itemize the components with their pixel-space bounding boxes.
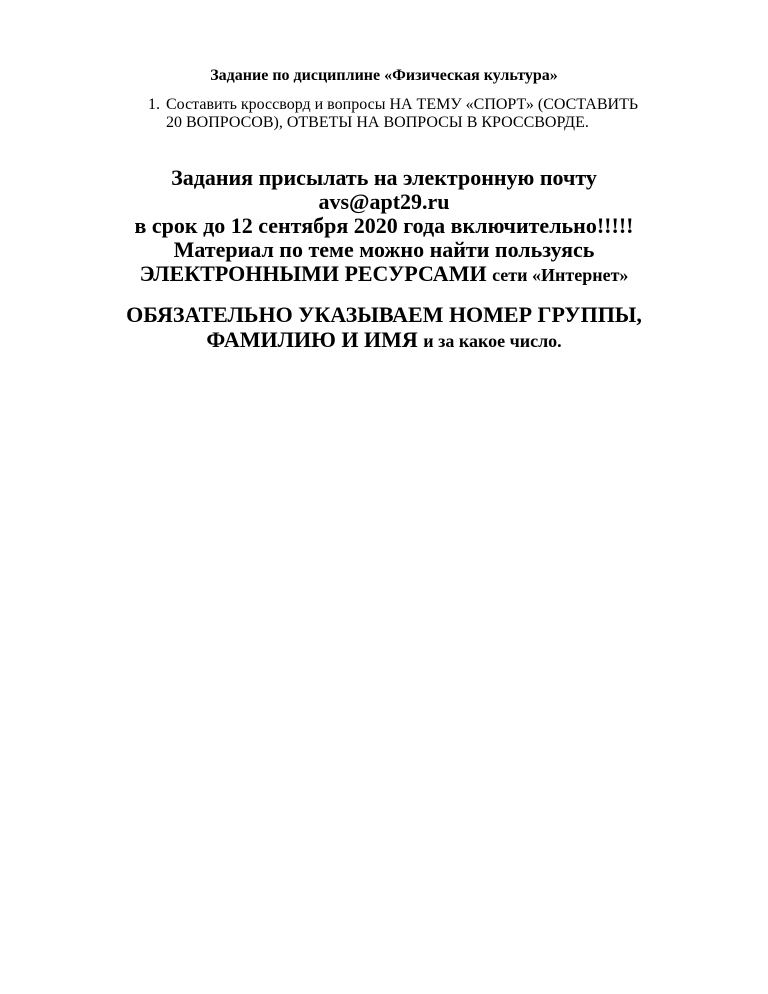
warning-line-1: ОБЯЗАТЕЛЬНО УКАЗЫВАЕМ НОМЕР ГРУППЫ,: [126, 302, 642, 327]
warning-line-2: [0, 327, 768, 354]
notice-deadline: в срок до 12 сентября 2020 года включительно!!!!!: [134, 213, 634, 238]
warning-line-2-main: ФАМИЛИЮ И ИМЯ: [206, 327, 418, 352]
task-item: [148, 96, 748, 132]
notice-material: Материал по теме можно найти пользуясь: [173, 237, 595, 262]
notice-email: avs@apt29.ru: [318, 189, 450, 214]
notice-resources: [0, 262, 768, 287]
task-list: [148, 96, 748, 132]
notice-resources-main: ЭЛЕКТРОННЫМИ РЕСУРСАМИ: [139, 261, 487, 286]
notice-line-submit: Задания присылать на электронную почту: [171, 165, 597, 190]
task-number: 1.: [148, 96, 160, 113]
task-text-line-2: 20 ВОПРОСОВ), ОТВЕТЫ НА ВОПРОСЫ В КРОССВОРДЕ.: [166, 114, 589, 131]
submission-notice: [0, 166, 768, 287]
mandatory-warning: [0, 302, 768, 354]
warning-line-2-small: и за какое число.: [423, 331, 562, 351]
document-heading: Задание по дисциплине «Физическая культура»: [210, 67, 558, 84]
task-text-line-1: Составить кроссворд и вопросы НА ТЕМУ «СПОРТ» (СОСТАВИТЬ: [166, 96, 639, 113]
notice-resources-small: сети «Интернет»: [492, 265, 629, 285]
